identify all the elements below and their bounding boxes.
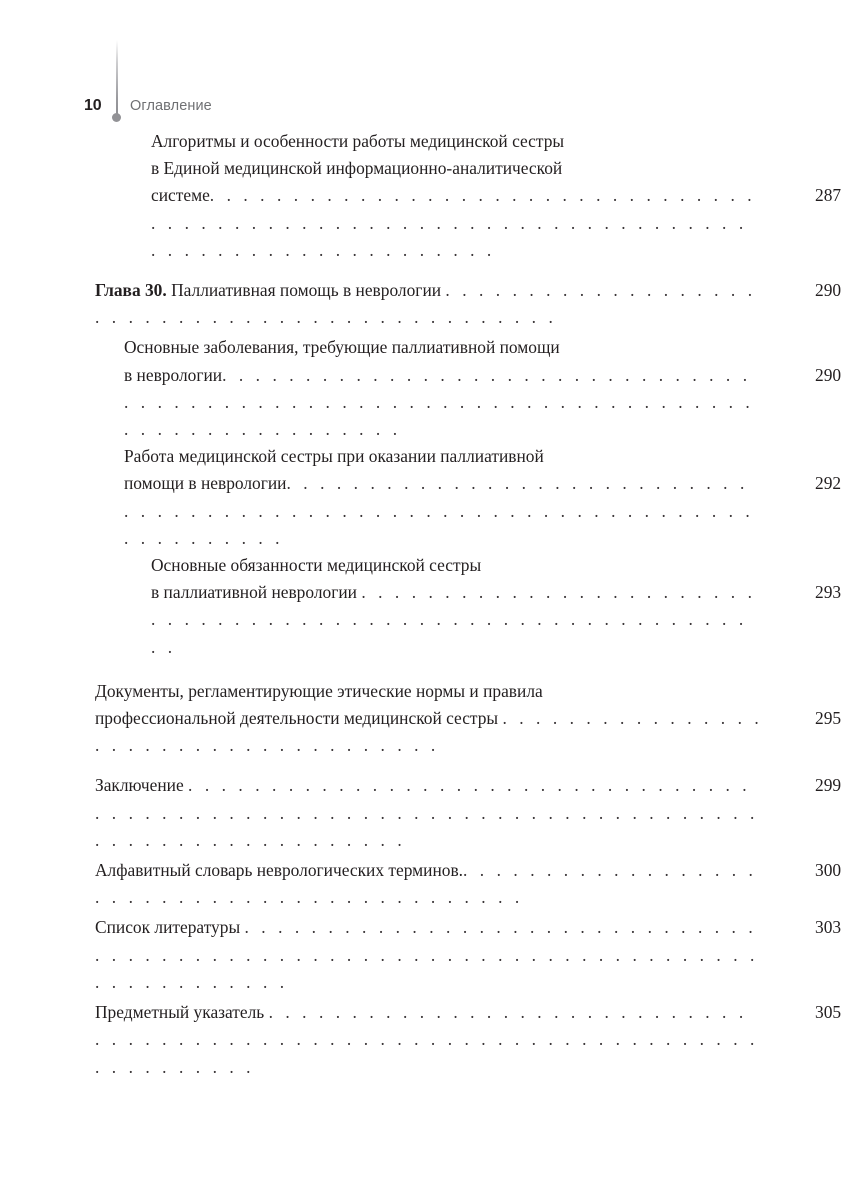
page-folio: 10 [84, 97, 102, 114]
toc-entry[interactable] [0, 443, 858, 552]
toc-dot-leader: . . . . . . . . . . . . . . . . . . . . . . . . . . . . . . . . . . . . . . . . . . . . . . . . . . . . . . . . . . . . . . . . . . . . . . . . . . . . . . . . . . . . . . . . . . . . . [95, 775, 759, 850]
toc-entry-line: Работа медицинской сестры при оказании паллиативной [124, 446, 544, 467]
toc-entry-title: Паллиативная помощь в неврологии [166, 280, 446, 301]
toc-entry-last-line [151, 579, 842, 661]
toc-entry[interactable] [0, 999, 858, 1081]
toc-entry-title: Предметный указатель [95, 1002, 269, 1023]
toc-dot-leader: . . . . . . . . . . . . . . . . . . . . . . . . . . . . . . . . . . . . . . . . . . . . . . . . . . . . . . . . . . . . . . . . . . . . . . . . . . . . [124, 473, 754, 548]
toc-entry-line: Основные обязанности медицинской сестры [151, 555, 482, 576]
toc-dot-leader: . . . . . . . . . . . . . . . . . . . . . . . . . . . . . . . . . . . . . . . . . . . . . . . . . . . . . . . . . . . . . . . . . . . . . . . . . . . . . . . [95, 1002, 759, 1077]
toc-page-number: 287 [815, 185, 842, 206]
toc-entry-last-line [95, 999, 842, 1081]
toc-entry-line: Документы, регламентирующие этические нормы и правила [95, 680, 543, 701]
toc-entry-line: Алгоритмы и особенности работы медицинской сестры [151, 131, 565, 151]
toc-entry-title: Алфавитный словарь неврологических терминов. [95, 860, 464, 881]
toc-entry-line: в Единой медицинской информационно-аналитической [151, 158, 563, 179]
toc-dot-leader: . . . . . . . . . . . . . . . . . . . . . . . . . . . . . . . . . . . . . . . . . . . . [95, 860, 757, 908]
toc-entry[interactable] [0, 914, 858, 996]
toc-page-number: 295 [815, 708, 842, 729]
running-head [0, 0, 858, 130]
toc-page-number: 299 [815, 775, 842, 796]
toc-entry[interactable] [0, 678, 858, 760]
toc-entry-last-line [151, 182, 842, 264]
toc-entry-title: Список литературы [95, 917, 245, 938]
toc-entry-last-line [124, 470, 842, 552]
toc-entry-title: помощи в неврологии [124, 473, 287, 494]
toc-page-number: 290 [815, 364, 842, 385]
toc-entry-last-line [95, 277, 842, 331]
toc-entry[interactable] [0, 772, 858, 854]
toc-page-number: 300 [815, 860, 842, 881]
toc-entry-title: системе [151, 185, 210, 206]
toc-entry[interactable] [0, 128, 858, 264]
toc-page-number: 293 [815, 582, 842, 603]
table-of-contents [0, 128, 858, 1081]
header-vertical-rule [116, 40, 118, 118]
running-head-title: Оглавление [130, 98, 212, 114]
toc-entry[interactable] [0, 334, 858, 443]
toc-entry-last-line [95, 857, 842, 911]
toc-entry-last-line [95, 772, 842, 854]
toc-entry-title: профессиональной деятельности медицинской сестры [95, 708, 503, 729]
toc-dot-leader: . . . . . . . . . . . . . . . . . . . . . . . . . . . . . . . . . . . . . . . . . . . . . . . . . . . . . . . . . . . . . . . . . . . . . . . . . . . . . . . . . . . . . . . . . . [151, 185, 756, 260]
toc-dot-leader: . . . . . . . . . . . . . . . . . . . . . . . . . . . . . . . . . . . . . . . . . . . . . . . [95, 280, 757, 328]
toc-dot-leader: . . . . . . . . . . . . . . . . . . . . . . . . . . . . . . . . . . . . . [95, 708, 763, 756]
toc-chapter-label: Глава 30. [95, 280, 167, 301]
toc-page-number: 290 [815, 280, 842, 301]
toc-entry-last-line [124, 362, 842, 444]
toc-page-number: 292 [815, 473, 842, 494]
toc-dot-leader: . . . . . . . . . . . . . . . . . . . . . . . . . . . . . . . . . . . . . . . . . . . . . . . . . . . . . . . . . . . . . . [151, 582, 757, 657]
toc-entry[interactable] [0, 277, 858, 331]
toc-dot-leader: . . . . . . . . . . . . . . . . . . . . . . . . . . . . . . . . . . . . . . . . . . . . . . . . . . . . . . . . . . . . . . . . . . . . . . . . . . . . . . . . . . . . . . . [124, 364, 754, 440]
toc-entry-last-line [95, 914, 842, 996]
header-rule-dot-icon [112, 113, 121, 122]
toc-page-number: 303 [815, 917, 842, 938]
toc-entry-line: Основные заболевания, требующие паллиативной помощи [124, 337, 560, 358]
toc-entry-title: в неврологии [124, 364, 223, 385]
toc-dot-leader: . . . . . . . . . . . . . . . . . . . . . . . . . . . . . . . . . . . . . . . . . . . . . . . . . . . . . . . . . . . . . . . . . . . . . . . . . . . . . . . . . . . [95, 917, 759, 992]
toc-entry[interactable] [0, 552, 858, 661]
toc-entry[interactable] [0, 857, 858, 911]
toc-entry-last-line [95, 705, 842, 759]
toc-page-number: 305 [815, 1002, 842, 1023]
toc-entry-title: Заключение [95, 775, 189, 796]
toc-entry-title: в паллиативной неврологии [151, 582, 362, 603]
